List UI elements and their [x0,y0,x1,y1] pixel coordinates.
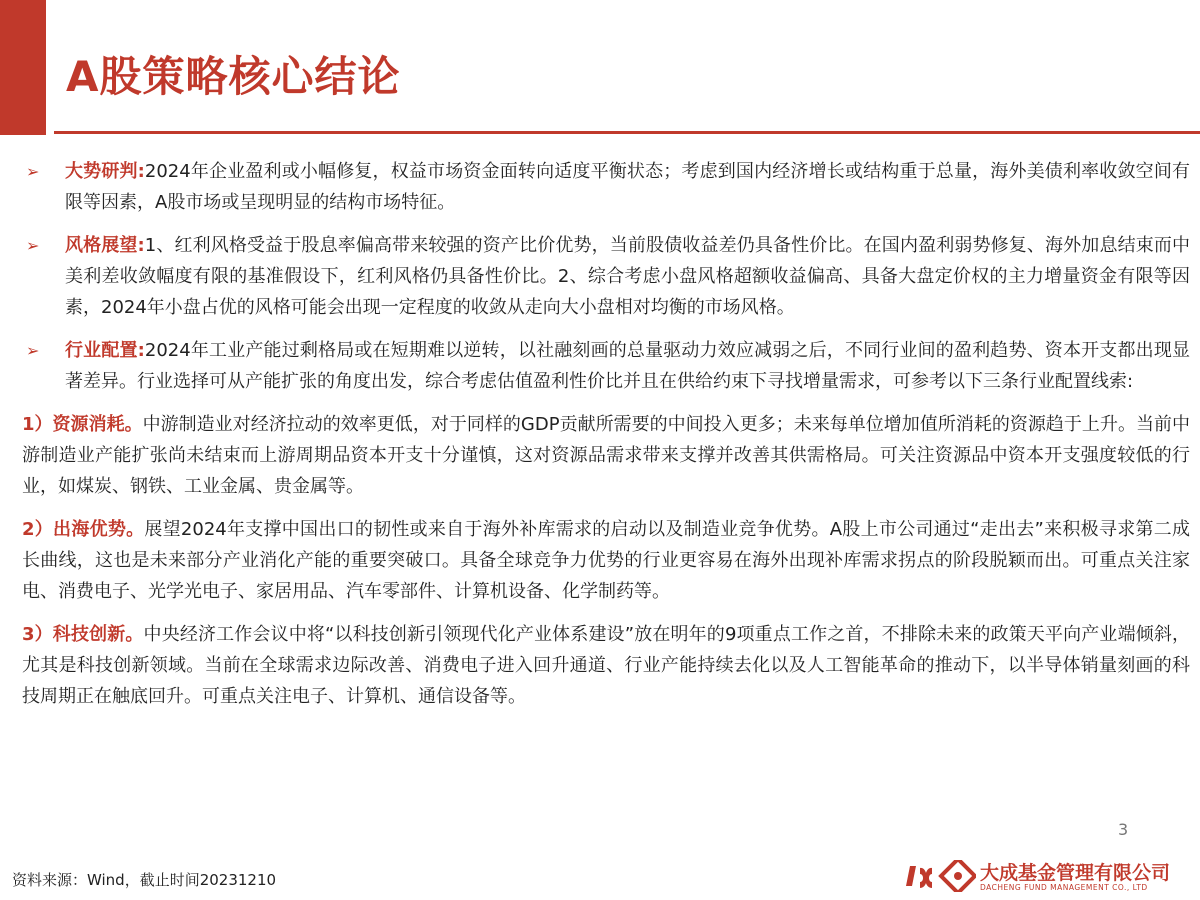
company-logo [906,858,1194,894]
page-number: 3 [1118,820,1129,839]
item-text: 展望2024年支撑中国出口的韧性或来自于海外补库需求的启动以及制造业竞争优势。A股上市公司通过“走出去”来积极寻求第二成长曲线，这也是未来部分产业消化产能的重要突破口。具备全球竞争力优势的行业更容易在海外出现补库需求拐点的阶段脱颖而出。可重点关注家电、消费电子、光学光电子、家居用品、汽车零部件、计算机设备、化学制药等。 [22,519,1190,602]
item-text: 中央经济工作会议中将“以科技创新引领现代化产业体系建设”放在明年的9项重点工作之首，不排除未来的政策天平向产业端倾斜，尤其是科技创新领域。当前在全球需求边际改善、消费电子进入回升通道、行业产能持续去化以及人工智能革命的推动下，以半导体销量刻画的科技周期正在触底回升。可重点关注电子、计算机、通信设备等。 [22,624,1190,707]
bullet-market-outlook [22,156,1190,218]
page-title: A股策略核心结论 [66,52,401,101]
slide-content [22,156,1190,724]
bullet-label: 行业配置: [65,340,145,361]
title-accent-bar [0,0,46,135]
bullet-text: 1、红利风格受益于股息率偏高带来较强的资产比价优势，当前股债收益差仍具备性价比。在国内盈利弱势修复、海外加息结束而中美利差收敛幅度有限的基准假设下，红利风格仍具备性价比。2、综合考虑小盘风格超额收益偏高、具备大盘定价权的主力增量资金有限等因素，2024年小盘占优的风格可能会出现一定程度的收敛从走向大小盘相对均衡的市场风格。 [65,235,1190,318]
item-label: 1）资源消耗。 [22,414,143,435]
bullet-arrow-icon: ➢ [26,162,40,181]
item-resource-consumption [22,409,1190,502]
title-divider [54,131,1200,134]
bullet-label: 大势研判: [65,161,145,182]
bullet-style-outlook [22,230,1190,323]
item-overseas-advantage [22,514,1190,607]
source-note: 资料来源：Wind，截止时间20231210 [12,871,277,889]
bullet-text: 2024年工业产能过剩格局或在短期难以逆转，以社融刻画的总量驱动力效应减弱之后，不同行业间的盈利趋势、资本开支都出现显著差异。行业选择可从产能扩张的角度出发，综合考虑估值盈利性价比并且在供给约束下寻找增量需求，可参考以下三条行业配置线索: [65,340,1190,392]
bullet-arrow-icon: ➢ [26,236,40,255]
company-name-en: DACHENG FUND MANAGEMENT CO., LTD [980,883,1148,892]
item-label: 2）出海优势。 [22,519,145,540]
item-tech-innovation [22,619,1190,712]
dacheng-logo-icon [906,860,976,892]
company-name: 大成基金管理有限公司 [980,862,1171,884]
bullet-arrow-icon: ➢ [26,341,40,360]
bullet-label: 风格展望: [65,235,145,256]
item-label: 3）科技创新。 [22,624,144,645]
item-text: 中游制造业对经济拉动的效率更低，对于同样的GDP贡献所需要的中间投入更多；未来每单位增加值所消耗的资源趋于上升。当前中游制造业产能扩张尚未结束而上游周期品资本开支十分谨慎，这对资源品需求带来支撑并改善其供需格局。可关注资源品中资本开支强度较低的行业，如煤炭、钢铁、工业金属、贵金属等。 [22,414,1190,497]
bullet-text: 2024年企业盈利或小幅修复，权益市场资金面转向适度平衡状态；考虑到国内经济增长或结构重于总量，海外美债利率收敛空间有限等因素，A股市场或呈现明显的结构市场特征。 [65,161,1190,213]
bullet-industry-allocation [22,335,1190,397]
